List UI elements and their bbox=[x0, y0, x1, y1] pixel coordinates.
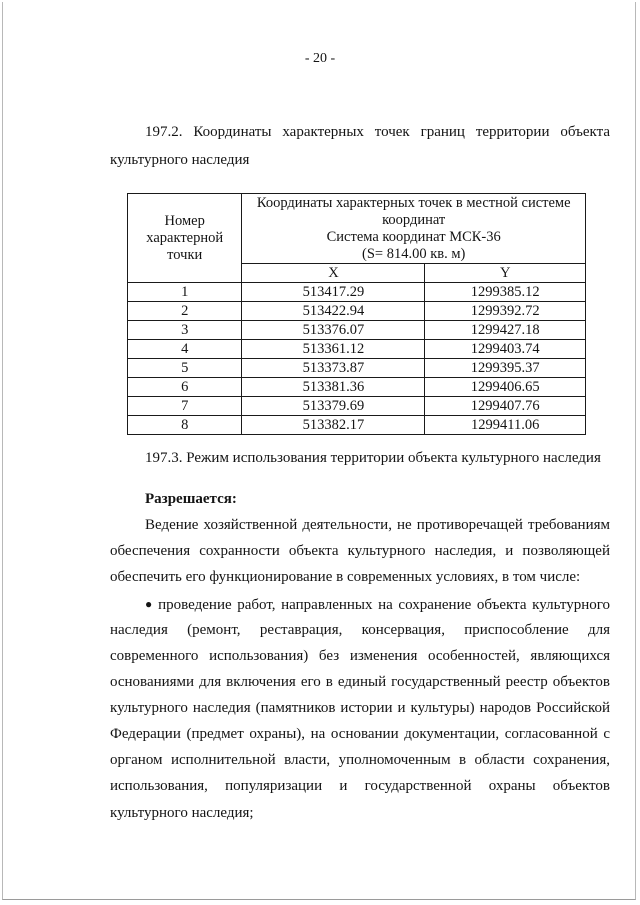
coordinates-table bbox=[127, 193, 586, 435]
x-cell: 513381.36 bbox=[242, 378, 425, 397]
header-y: Y bbox=[425, 264, 586, 283]
point-number-cell: 6 bbox=[128, 378, 242, 397]
header-coordinates bbox=[242, 194, 586, 264]
header-point-line: Номер bbox=[164, 212, 205, 229]
page-number: - 20 - bbox=[304, 51, 336, 66]
bullet-line-7: органом исполнительной власти, уполномоченным в области сохранения, bbox=[110, 752, 610, 768]
allowed-heading: Разрешается: bbox=[145, 491, 237, 507]
x-cell: 513422.94 bbox=[242, 302, 425, 321]
header-x: X bbox=[242, 264, 425, 283]
x-cell: 513379.69 bbox=[242, 397, 425, 416]
bullet-line-4: основаниями для включения его в единый государственный реестр объектов bbox=[110, 674, 610, 690]
bullet-line-9: культурного наследия; bbox=[110, 805, 254, 821]
header-point-number bbox=[128, 194, 242, 283]
y-cell: 1299427.18 bbox=[425, 321, 586, 340]
table-row bbox=[128, 321, 586, 340]
table-row bbox=[128, 397, 586, 416]
section-197-2-heading-line1: 197.2. Координаты характерных точек границ территории объекта bbox=[145, 124, 610, 140]
point-number-cell: 7 bbox=[128, 397, 242, 416]
x-cell: 513417.29 bbox=[242, 283, 425, 302]
x-cell: 513376.07 bbox=[242, 321, 425, 340]
bullet-line-6: Федерации (предмет охраны), на основании документации, согласованной с bbox=[110, 726, 610, 742]
table-row bbox=[128, 378, 586, 397]
point-number-cell: 4 bbox=[128, 340, 242, 359]
point-number-cell: 5 bbox=[128, 359, 242, 378]
section-197-2-heading-line2: культурного наследия bbox=[110, 152, 250, 168]
table-row bbox=[128, 416, 586, 435]
bullet-line-1-text: проведение работ, направленных на сохранение объекта культурного bbox=[158, 597, 611, 613]
y-cell: 1299403.74 bbox=[425, 340, 586, 359]
y-cell: 1299395.37 bbox=[425, 359, 586, 378]
bullet-line-1 bbox=[145, 594, 610, 615]
bullet-line-2: наследия (ремонт, реставрация, консервация, приспособление для bbox=[110, 622, 610, 638]
intro-line-1: Ведение хозяйственной деятельности, не противоречащей требованиям bbox=[145, 517, 610, 533]
header-coords-line: Координаты характерных точек в местной системе bbox=[256, 194, 571, 211]
x-cell: 513382.17 bbox=[242, 416, 425, 435]
header-coords-line: Система координат МСК-36 bbox=[326, 228, 501, 245]
table-row bbox=[128, 340, 586, 359]
section-197-3-heading: 197.3. Режим использования территории объекта культурного наследия bbox=[145, 450, 601, 466]
table-row bbox=[128, 302, 586, 321]
header-point-line: характерной bbox=[146, 229, 224, 246]
y-cell: 1299407.76 bbox=[425, 397, 586, 416]
y-cell: 1299406.65 bbox=[425, 378, 586, 397]
x-cell: 513373.87 bbox=[242, 359, 425, 378]
header-point-line: точки bbox=[167, 246, 203, 263]
bullet-line-3: современного использования) без изменения особенностей, являющихся bbox=[110, 648, 610, 664]
point-number-cell: 1 bbox=[128, 283, 242, 302]
intro-line-2: обеспечения сохранности объекта культурного наследия, и позволяющей bbox=[110, 543, 610, 559]
point-number-cell: 2 bbox=[128, 302, 242, 321]
intro-line-3: обеспечить его функционирование в современных условиях, в том числе: bbox=[110, 569, 581, 585]
table-row bbox=[128, 359, 586, 378]
header-coords-line: (S= 814.00 кв. м) bbox=[362, 245, 466, 262]
x-cell: 513361.12 bbox=[242, 340, 425, 359]
point-number-cell: 8 bbox=[128, 416, 242, 435]
header-coords-line: координат bbox=[382, 211, 446, 228]
y-cell: 1299392.72 bbox=[425, 302, 586, 321]
y-cell: 1299411.06 bbox=[425, 416, 586, 435]
point-number-cell: 3 bbox=[128, 321, 242, 340]
bullet-icon: ● bbox=[145, 597, 155, 611]
y-cell: 1299385.12 bbox=[425, 283, 586, 302]
bullet-line-8: использования, популяризации и государственной охраны объектов bbox=[110, 778, 610, 794]
table-row bbox=[128, 283, 586, 302]
bullet-line-5: культурного наследия (памятников истории и культуры) народов Российской bbox=[110, 700, 610, 716]
